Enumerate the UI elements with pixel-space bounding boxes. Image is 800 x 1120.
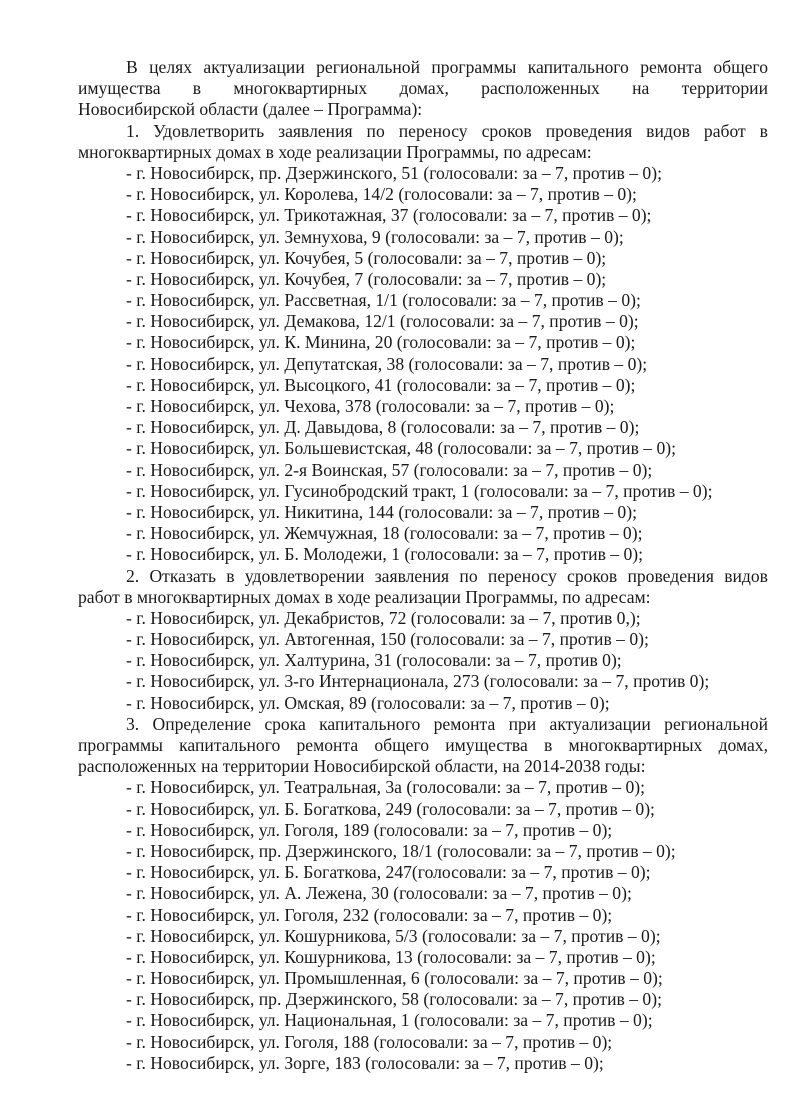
address-item: - г. Новосибирск, ул. Театральная, 3а (голосовали: за – 7, против – 0);	[126, 777, 646, 798]
address-item: - г. Новосибирск, ул. Б. Богаткова, 249 (голосовали: за – 7, против – 0);	[126, 798, 655, 819]
address-item: - г. Новосибирск, ул. Промышленная, 6 (голосовали: за – 7, против – 0);	[126, 968, 663, 989]
address-item: - г. Новосибирск, ул. Кочубея, 5 (голосовали: за – 7, против – 0);	[126, 247, 607, 268]
address-item: - г. Новосибирск, ул. Никитина, 144 (голосовали: за – 7, против – 0);	[126, 501, 637, 522]
address-item: - г. Новосибирск, ул. Гусинобродский тракт, 1 (голосовали: за – 7, против – 0);	[126, 480, 713, 501]
address-item: - г. Новосибирск, пр. Дзержинского, 51 (голосовали: за – 7, против – 0);	[126, 162, 662, 183]
address-item: - г. Новосибирск, ул. Б. Богаткова, 247(голосовали: за – 7, против – 0);	[126, 862, 651, 883]
section-2	[78, 566, 768, 714]
address-item: - г. Новосибирск, ул. Автогенная, 150 (голосовали: за – 7, против – 0);	[126, 629, 649, 650]
section-3-heading: расположенных на территории Новосибирской области, на 2014-2038 годы:	[78, 756, 646, 777]
address-item: - г. Новосибирск, ул. А. Лежена, 30 (голосовали: за – 7, против – 0);	[126, 883, 632, 904]
section-1-heading: 1. Удовлетворить заявления по переносу сроков проведения видов работ в	[126, 120, 768, 141]
address-item: - г. Новосибирск, ул. Декабристов, 72 (голосовали: за – 7, против 0,);	[126, 607, 641, 628]
address-item: - г. Новосибирск, ул. 2-я Воинская, 57 (голосовали: за – 7, против – 0);	[126, 459, 653, 480]
document-body	[78, 57, 768, 1074]
intro-line: Новосибирской области (далее – Программа):	[78, 99, 423, 120]
section-2-list	[78, 608, 768, 714]
section-1-heading: многоквартирных домах в ходе реализации Программы, по адресам:	[78, 141, 592, 162]
intro-line: В целях актуализации региональной программы капитального ремонта общего	[126, 57, 768, 77]
address-item: - г. Новосибирск, ул. Королева, 14/2 (голосовали: за – 7, против – 0);	[126, 184, 637, 205]
address-item: - г. Новосибирск, ул. К. Минина, 20 (голосовали: за – 7, против – 0);	[126, 332, 636, 353]
address-item: - г. Новосибирск, ул. Кошурникова, 5/3 (голосовали: за – 7, против – 0);	[126, 925, 661, 946]
section-2-heading: 2. Отказать в удовлетворении заявления по переносу сроков проведения видов	[126, 565, 768, 586]
section-3-list	[78, 777, 768, 1074]
address-item: - г. Новосибирск, ул. Депутатская, 38 (голосовали: за – 7, против – 0);	[126, 353, 648, 374]
address-item: - г. Новосибирск, ул. Национальная, 1 (голосовали: за – 7, против – 0);	[126, 1010, 653, 1031]
address-item: - г. Новосибирск, ул. Гоголя, 189 (голосовали: за – 7, против – 0);	[126, 819, 613, 840]
address-item: - г. Новосибирск, пр. Дзержинского, 58 (голосовали: за – 7, против – 0);	[126, 989, 662, 1010]
address-item: - г. Новосибирск, ул. Чехова, 378 (голосовали: за – 7, против – 0);	[126, 396, 615, 416]
section-3	[78, 714, 768, 1074]
address-item: - г. Новосибирск, ул. Большевистская, 48 (голосовали: за – 7, против – 0);	[126, 438, 677, 459]
section-3-heading: программы капитального ремонта общего имущества в многоквартирных домах,	[78, 735, 768, 755]
address-item: - г. Новосибирск, ул. Кошурникова, 13 (голосовали: за – 7, против – 0);	[126, 946, 656, 967]
section-1	[78, 121, 768, 566]
address-item: - г. Новосибирск, ул. Гоголя, 232 (голосовали: за – 7, против – 0);	[126, 904, 613, 925]
address-item: - г. Новосибирск, ул. Д. Давыдова, 8 (голосовали: за – 7, против – 0);	[126, 417, 640, 438]
intro-line: имущества в многоквартирных домах, расположенных на территории	[78, 78, 768, 99]
section-2-heading: работ в многоквартирных домах в ходе реализации Программы, по адресам:	[78, 586, 651, 607]
address-item: - г. Новосибирск, ул. Рассветная, 1/1 (голосовали: за – 7, против – 0);	[126, 290, 641, 311]
address-item: - г. Новосибирск, ул. Жемчужная, 18 (голосовали: за – 7, против – 0);	[126, 523, 643, 544]
address-item: - г. Новосибирск, ул. Халтурина, 31 (голосовали: за – 7, против 0);	[126, 650, 622, 671]
address-item: - г. Новосибирск, ул. Высоцкого, 41 (голосовали: за – 7, против – 0);	[126, 374, 636, 395]
address-item: - г. Новосибирск, пр. Дзержинского, 18/1 (голосовали: за – 7, против – 0);	[126, 840, 676, 861]
address-item: - г. Новосибирск, ул. Демакова, 12/1 (голосовали: за – 7, против – 0);	[126, 311, 639, 332]
section-3-heading: 3. Определение срока капитального ремонта при актуализации региональной	[126, 713, 768, 734]
address-item: - г. Новосибирск, ул. Зорге, 183 (голосовали: за – 7, против – 0);	[126, 1052, 604, 1073]
address-item: - г. Новосибирск, ул. Кочубея, 7 (голосовали: за – 7, против – 0);	[126, 268, 607, 289]
address-item: - г. Новосибирск, ул. Б. Молодежи, 1 (голосовали: за – 7, против – 0);	[126, 544, 644, 565]
address-item: - г. Новосибирск, ул. Омская, 89 (голосовали: за – 7, против – 0);	[126, 692, 610, 713]
address-item: - г. Новосибирск, ул. Гоголя, 188 (голосовали: за – 7, против – 0);	[126, 1031, 613, 1052]
intro-paragraph	[78, 57, 768, 121]
address-item: - г. Новосибирск, ул. Трикотажная, 37 (голосовали: за – 7, против – 0);	[126, 205, 652, 226]
section-1-list	[78, 163, 768, 566]
address-item: - г. Новосибирск, ул. Земнухова, 9 (голосовали: за – 7, против – 0);	[126, 226, 624, 247]
address-item: - г. Новосибирск, ул. 3-го Интернационала, 273 (голосовали: за – 7, против 0);	[126, 671, 710, 692]
